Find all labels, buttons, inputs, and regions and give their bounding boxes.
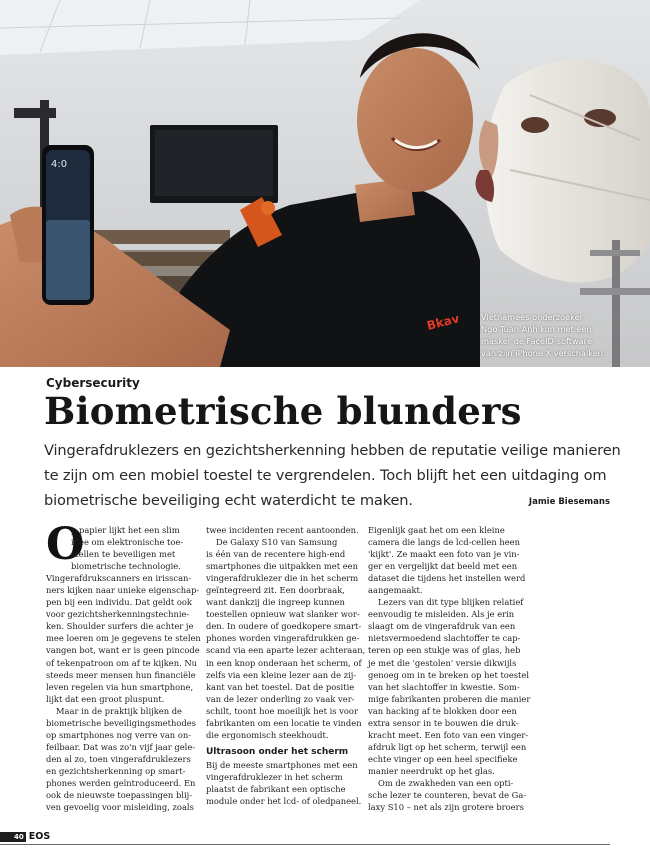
drop-cap: O	[46, 519, 85, 570]
magazine-name: EOS	[28, 831, 51, 842]
article-author: Jamie Biesemans	[528, 497, 610, 507]
body-column-3: Eigenlijk gaat het om een kleine camera die langs de lcd-cellen heen 'kijkt'. Ze maakt een foto van je vin- ger en vergelijkt dat beeld met een dataset die tijdens het instellen werd aangemaakt. Lezers van dit type blijken relatief eenvoudig te misleiden. Als je erin slaagt om de vingerafdruk van een nietsvermoedend slachtoffer te cap- teren op een stukje was of glas, heb je met die 'gestolen' versie dikwijls genoeg om in te breken op het toestel van het slachtoffer in kwestie. Som- mige fabrikanten proberen die manier van hacking af te blokken door een extra sensor in te bouwen die druk- kracht meet. Een foto van een vinger- afdruk ligt op het scherm, terwijl een echte vinger op een heel specifieke manier neerdrukt op het glas. Om de zwakheden van een opti- sche lezer te counteren, bevat de Ga- laxy S10 – net als zijn grotere broers	[368, 525, 531, 813]
article-title: Biometrische blunders	[44, 389, 522, 433]
section-kicker: Cybersecurity	[46, 376, 140, 390]
shirt-logo: Bkav	[425, 311, 461, 333]
photo-caption: Vietnamees onderzoeker Ngo Tuan Anh kon met een masker de FaceID-software van zijn iPhone X verschalken.	[481, 312, 606, 358]
page-folio	[0, 831, 50, 842]
subheading: Ultrasoon onder het scherm	[206, 746, 349, 757]
body-column-1: p papier lijkt het een slim idee om elektronische toe- stellen te beveiligen met biometrische technologie. Vingerafdrukscanners en irisscan- ners kijken naar unieke eigenschap- pen bij een individu. Dat geldt ook voor gezichtsherkenningstechnie- ken. Shoulder surfers die achter je mee loeren om je gegevens te stelen vangen bot, want er is geen pincode of tekenpatroon om af te kijken. Nu steeds meer mensen hun financiële leven regelen via hun smartphone, lijkt dat een groot pluspunt. Maar in de praktijk blijken de biometrische beveiligingsmethodes op smartphones nog verre van on- feilbaar. Dat was zo'n vijf jaar gele- den al zo, toen vingerafdruklezers en gezichtsherkenning op smart- phones werden geïntroduceerd. En ook de nieuwste toepassingen blij- ven gevoelig voor misleiding, zoals	[46, 525, 201, 813]
article-lead: Vingerafdruklezers en gezichtsherkenning hebben de reputatie veilige manieren te zijn om een mobiel toestel te vergrendelen. Toch blijft het een uitdaging om biometrische beveiliging echt waterdicht te maken.	[44, 442, 621, 509]
face-mask	[485, 60, 650, 283]
body-column-2: twee incidenten recent aantoonden. De Galaxy S10 van Samsung is één van de recentere high-end smartphones die uitpakken met een vingerafdruklezer die in het scherm geïntegreerd zit. Een doorbraak, want dankzij die ingreep kunnen toestellen opnieuw wat slanker wor- den. In oudere of goedkopere smart- phones worden vingerafdrukken ge- scand via een aparte lezer achteraan, in een knop onderaan het scherm, of zelfs via een kleine lezer aan de zij- kant van het toestel. Dat de positie van de lezer onderling zo vaak ver- schilt, toont hoe moeilijk het is voor fabrikanten om een locatie te vinden die ergonomisch steekhoudt. Ultrasoon onder het scherm Bij de meeste smartphones met een vingerafdruklezer in het scherm plaatst de fabrikant een optische module onder het lcd- of oledpaneel.	[206, 525, 366, 807]
page-number: 40	[0, 832, 26, 842]
phone-clock: 4:0	[51, 159, 68, 170]
folio-rule	[0, 844, 610, 845]
hero-photo	[0, 0, 650, 367]
